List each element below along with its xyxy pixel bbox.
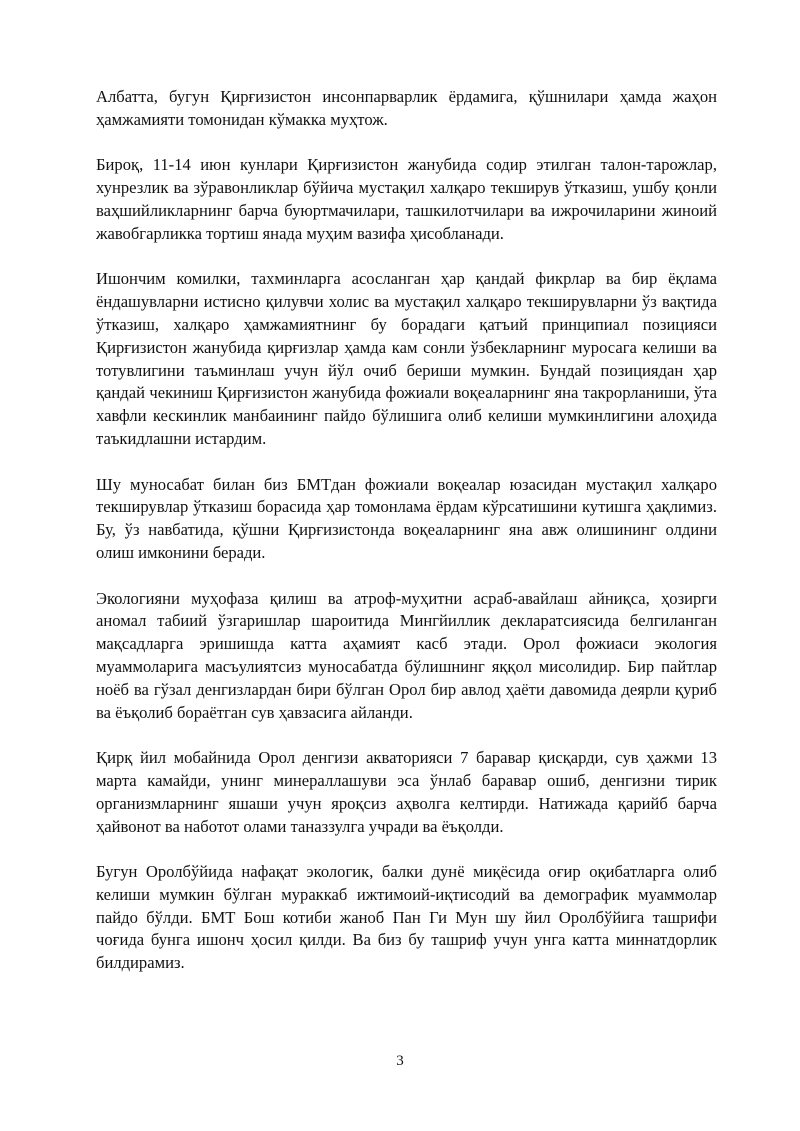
paragraph-3: Ишончим комилки, тахминларга асосланган ҳар қандай фикрлар ва бир ёқлама ёндашувларни истисно қилувчи холис ва мустақил халқаро текширувларни ўз вақтида ўтказиш, халқаро ҳамжамиятнинг бу борадаги қатъий принципиал позицияси Қирғизистон жанубида қирғизлар ҳамда кам сонли ўзбекларнинг муросага келиши ва тотувлигини таъминлаш учун йўл очиб бериши мумкин. Бундай позициядан ҳар қандай чекиниш Қирғизистон жанубида фожиали воқеаларнинг яна такрорланиши, ўта хавфли кескинлик манбаининг пайдо бўлишига олиб келиши мумкинлигини алоҳида таъкидлашни истардим.	[96, 269, 717, 448]
page-number: 3	[396, 1053, 404, 1069]
paragraph-2: Бироқ, 11-14 июн кунлари Қирғизистон жанубида содир этилган талон-тарожлар, хунрезлик ва зўравонликлар бўйича мустақил халқаро текширув ўтказиш, ушбу қонли ваҳшийликларнинг барча буюртмачилари, ташкилотчилари ва ижрочиларини жиноий жавобгарликка тортиш янада муҳим вазифа ҳисобланади.	[96, 155, 717, 243]
document-body	[96, 86, 717, 998]
paragraph-1: Албатта, бугун Қирғизистон инсонпарварлик ёрдамига, қўшнилари ҳамда жаҳон ҳамжамияти томонидан кўмакка муҳтож.	[96, 87, 717, 129]
paragraph-4: Шу муносабат билан биз БМТдан фожиали воқеалар юзасидан мустақил халқаро текширувлар ўтказиш борасида ҳар томонлама ёрдам кўрсатишини кутишга ҳақлимиз. Бу, ўз навбатида, қўшни Қирғизистонда воқеаларнинг яна авж олишининг олдини олиш имконини беради.	[96, 474, 717, 562]
paragraph-5: Экологияни муҳофаза қилиш ва атроф-муҳитни асраб-авайлаш айниқса, ҳозирги аномал табиий ўзгаришлар шароитида Мингйиллик декларатсиясида белгиланган мақсадларга эришишда катта аҳамият касб этади. Орол фожиаси экология муаммоларига масъулиятсиз муносабатда бўлишнинг яққол мисолидир. Бир пайтлар ноёб ва гўзал денгизлардан бири бўлган Орол бир авлод ҳаёти давомида деярли қуриб ва ёъқолиб бораётган сув ҳавзасига айланди.	[96, 588, 717, 722]
paragraph-6: Қирқ йил мобайнида Орол денгизи акваторияси 7 баравар қисқарди, сув ҳажми 13 марта камайди, унинг минераллашуви эса ўнлаб баравар ошиб, денгизни тирик организмларнинг яшаши учун яроқсиз аҳволга келтирди. Натижада қарийб барча ҳайвонот ва наботот олами таназзулга учради ва ёъқолди.	[96, 748, 717, 836]
paragraph-7: Бугун Оролбўйида нафақат экологик, балки дунё миқёсида оғир оқибатларга олиб келиши мумкин бўлган мураккаб ижтимоий-иқтисодий ва демографик муаммолар пайдо бўлди. БМТ Бош котиби жаноб Пан Ги Мун шу йил Оролбўйига ташрифи чоғида бунга ишонч ҳосил қилди. Ва биз бу ташриф учун унга катта миннатдорлик билдирамиз.	[96, 862, 717, 973]
